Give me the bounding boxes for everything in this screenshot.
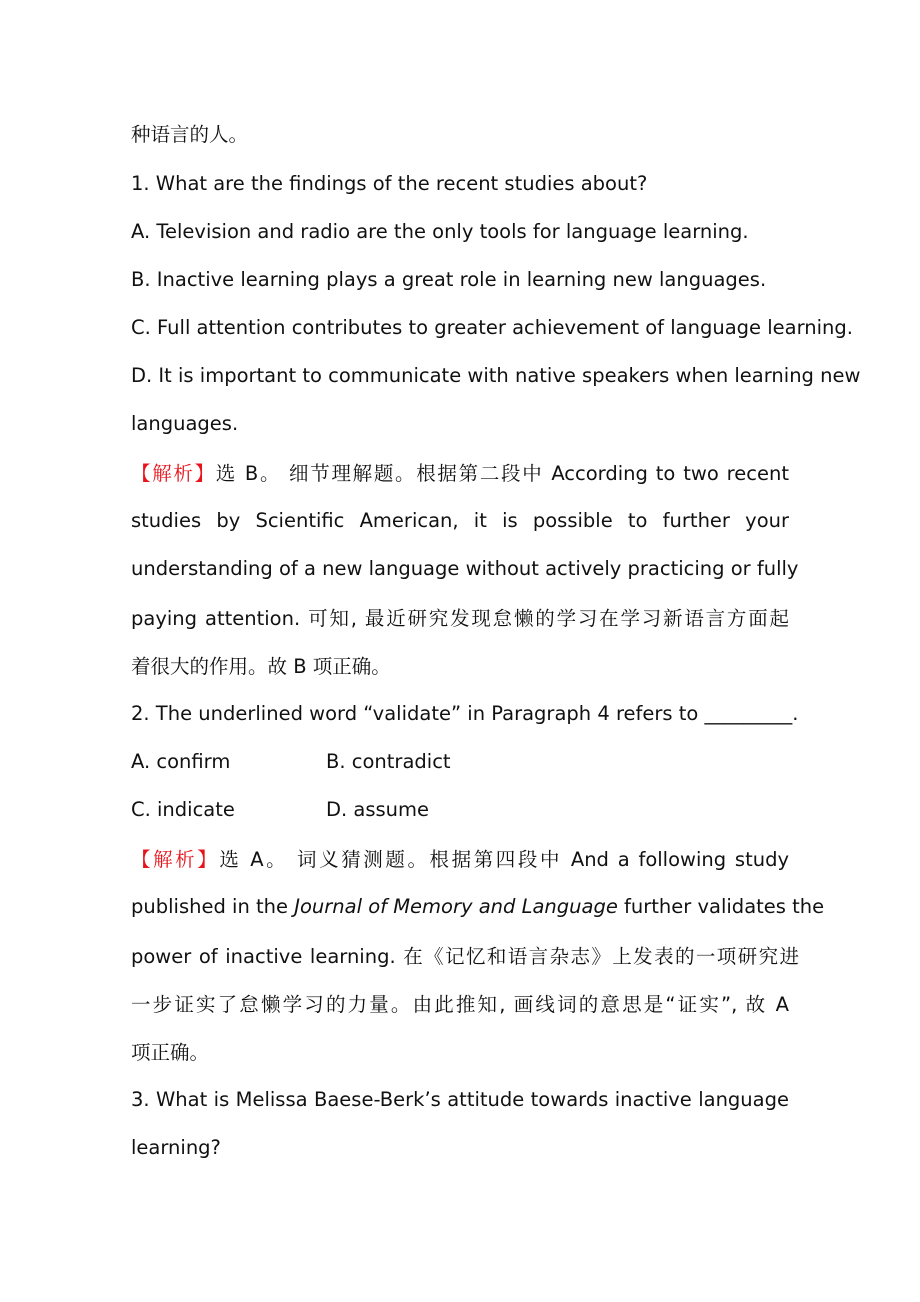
- q1-option-d-line1: D. It is important to communicate with native speakers when learning new: [131, 364, 861, 387]
- q2-analysis-line2-post: further validates the: [617, 895, 825, 918]
- q1-analysis-line1: [131, 460, 789, 488]
- q2-option-d: D. assume: [326, 798, 430, 821]
- q2-options-row1: [131, 748, 791, 776]
- question-3-line1: 3. What is Melissa Baese-Berk’s attitude towards inactive language: [131, 1088, 789, 1111]
- q2-analysis-line3: power of inactive learning. 在《记忆和语言杂志》上发表的一项研究进: [131, 945, 799, 968]
- q1-analysis-line3: understanding of a new language without actively practicing or fully: [131, 557, 799, 580]
- analysis-tag: 【解析】: [131, 462, 216, 485]
- q2-analysis-line1: [131, 846, 789, 874]
- q2-analysis-line5: 项正确。: [131, 1041, 210, 1064]
- q2-question-suffix: .: [792, 702, 799, 725]
- q1-option-b: B. Inactive learning plays a great role in learning new languages.: [131, 268, 767, 291]
- analysis-tag: 【解析】: [131, 848, 220, 871]
- q1-analysis-text1: 选 B。 细节理解题。根据第二段中 According to two recent: [215, 462, 789, 485]
- q2-analysis-line2: [131, 893, 825, 921]
- journal-title: Journal of Memory and Language: [294, 895, 618, 918]
- question-2: [131, 700, 799, 728]
- q2-analysis-line4: 一步证实了怠懒学习的力量。由此推知, 画线词的意思是“证实”, 故 A: [131, 993, 789, 1016]
- q1-analysis-line5: 着很大的作用。故 B 项正确。: [131, 655, 391, 678]
- q2-analysis-line2-pre: published in the: [131, 895, 295, 918]
- q1-analysis-line4: paying attention. 可知, 最近研究发现怠懒的学习在学习新语言方面起: [131, 607, 789, 630]
- q2-option-a: A. confirm: [131, 750, 231, 773]
- q1-analysis-line2: studies by Scientific American, it is possible to further your: [131, 509, 789, 532]
- intro-tail-text: 种语言的人。: [131, 123, 249, 146]
- q2-option-c: C. indicate: [131, 798, 235, 821]
- q2-option-b: B. contradict: [326, 750, 451, 773]
- q2-question-prefix: 2. The underlined word “validate” in Paragraph 4 refers to: [131, 702, 705, 725]
- q1-option-a: A. Television and radio are the only tools for language learning.: [131, 220, 749, 243]
- question-3-line2: learning?: [131, 1136, 221, 1159]
- q2-answer-blank: _________: [704, 702, 793, 725]
- q1-option-c: C. Full attention contributes to greater achievement of language learning.: [131, 316, 853, 339]
- q2-analysis-text1: 选 A。 词义猜测题。根据第四段中 And a following study: [219, 848, 789, 871]
- q2-options-row2: [131, 796, 791, 824]
- question-1: 1. What are the findings of the recent studies about?: [131, 172, 648, 195]
- q1-option-d-line2: languages.: [131, 412, 239, 435]
